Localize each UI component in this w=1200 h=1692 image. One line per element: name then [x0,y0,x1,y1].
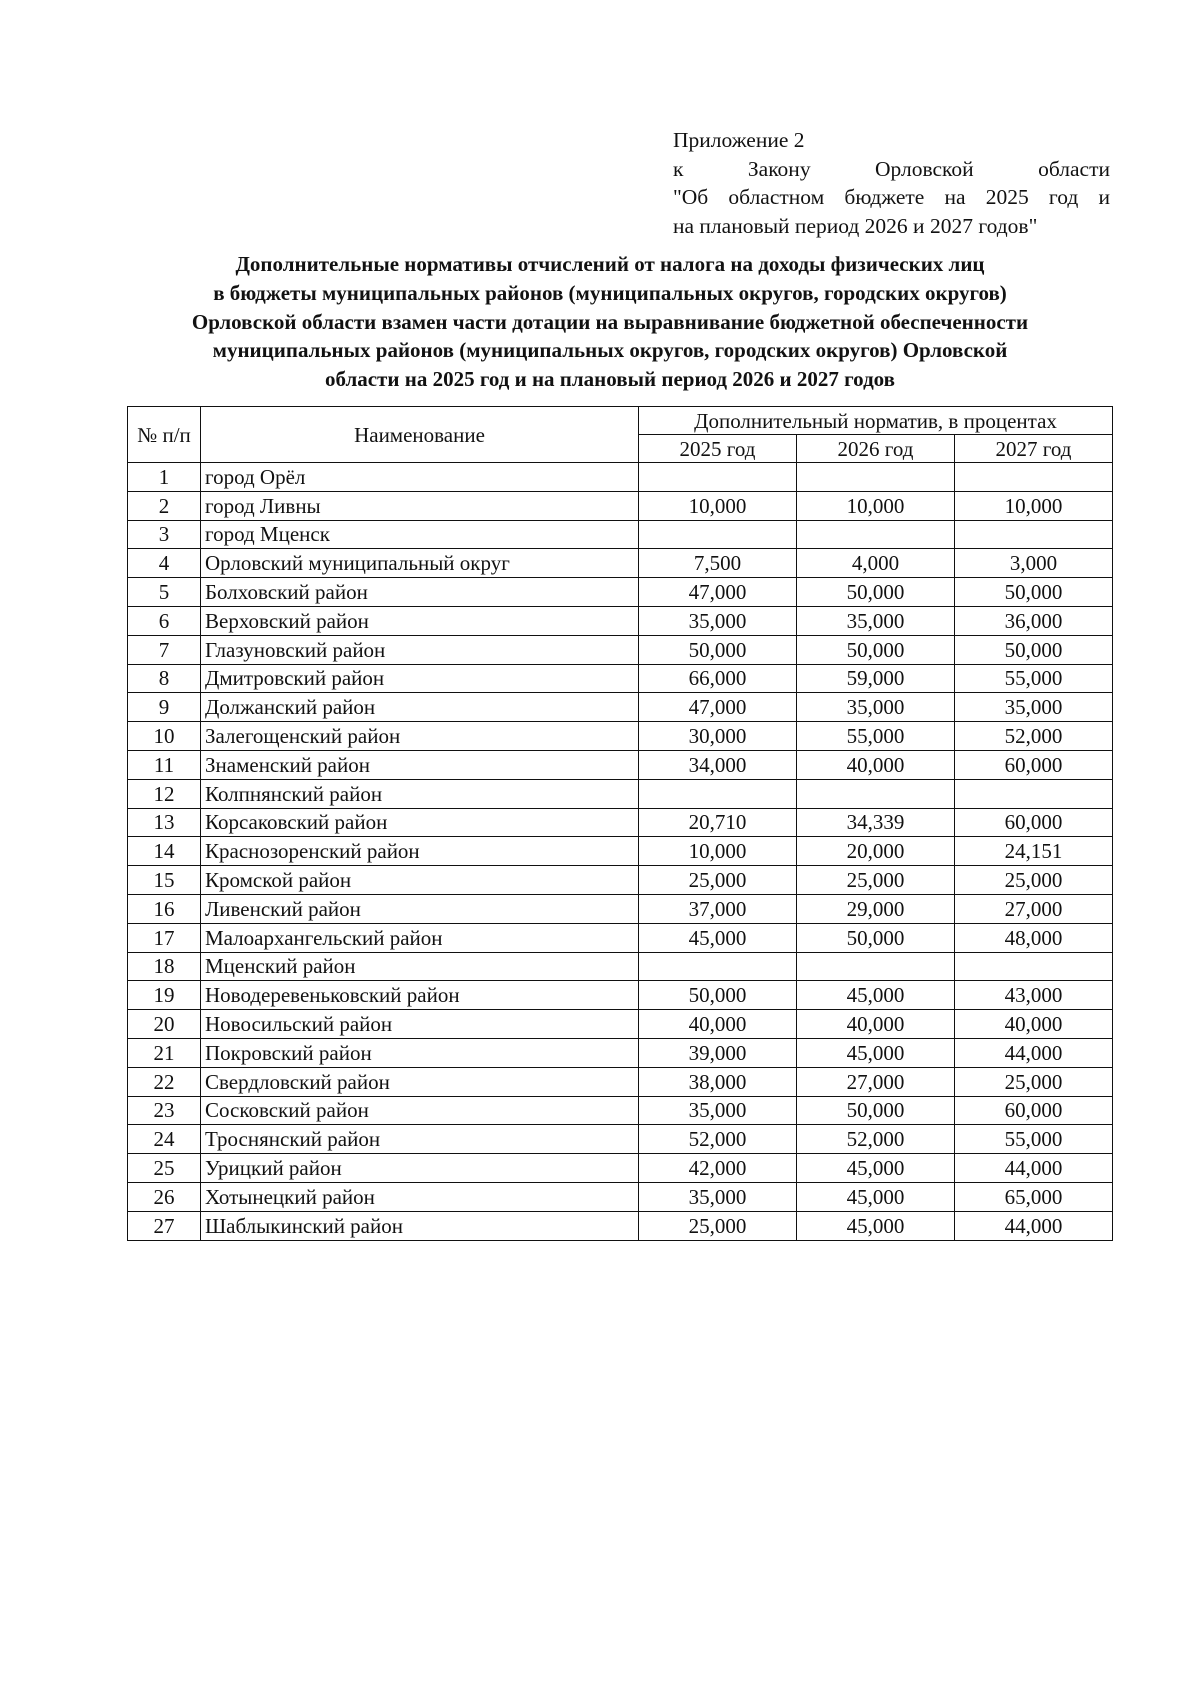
row-name: Залегощенский район [201,722,639,751]
value-2026 [797,520,955,549]
row-number: 12 [128,779,201,808]
table-row [128,606,1113,635]
appendix-title: Приложение 2 [673,128,805,152]
appendix-word: к [673,156,684,181]
appendix-word: Закону [747,156,811,181]
row-number: 24 [128,1125,201,1154]
document-heading [110,250,1110,394]
row-name: Дмитровский район [201,664,639,693]
value-2025: 40,000 [639,1010,797,1039]
value-2026: 52,000 [797,1125,955,1154]
value-2027 [955,952,1113,981]
header-name: Наименование [201,407,639,463]
row-name: Кромской район [201,866,639,895]
table-row [128,779,1113,808]
row-name: город Ливны [201,491,639,520]
row-number: 4 [128,549,201,578]
row-name: город Мценск [201,520,639,549]
row-name: Ливенский район [201,894,639,923]
table-row [128,463,1113,492]
value-2027: 40,000 [955,1010,1113,1039]
row-number: 19 [128,981,201,1010]
appendix-block [673,126,1110,240]
appendix-word: бюджете [844,185,925,209]
value-2027: 60,000 [955,808,1113,837]
row-number: 27 [128,1211,201,1240]
value-2026: 45,000 [797,981,955,1010]
value-2025: 7,500 [639,549,797,578]
value-2027: 60,000 [955,1096,1113,1125]
table-row [128,1211,1113,1240]
row-number: 20 [128,1010,201,1039]
value-2025: 37,000 [639,894,797,923]
table-row [128,750,1113,779]
table-row [128,635,1113,664]
heading-line: области на 2025 год и на плановый период 2026 и 2027 годов [324,367,896,392]
value-2027: 36,000 [955,606,1113,635]
appendix-law-name-line [673,183,1110,212]
row-name: Сосковский район [201,1096,639,1125]
value-2025: 50,000 [639,981,797,1010]
value-2027: 55,000 [955,664,1113,693]
header-year-2027: 2027 год [955,435,1113,463]
table-row [128,894,1113,923]
row-number: 18 [128,952,201,981]
table-row [128,981,1113,1010]
row-number: 23 [128,1096,201,1125]
value-2026: 45,000 [797,1182,955,1211]
row-name: Покровский район [201,1038,639,1067]
row-number: 3 [128,520,201,549]
value-2026: 45,000 [797,1154,955,1183]
value-2027: 25,000 [955,1067,1113,1096]
row-number: 5 [128,578,201,607]
value-2026: 25,000 [797,866,955,895]
value-2026: 55,000 [797,722,955,751]
row-name: Шаблыкинский район [201,1211,639,1240]
row-number: 22 [128,1067,201,1096]
value-2026: 59,000 [797,664,955,693]
value-2026 [797,952,955,981]
value-2025: 45,000 [639,923,797,952]
value-2027: 43,000 [955,981,1113,1010]
value-2027: 3,000 [955,549,1113,578]
row-number: 21 [128,1038,201,1067]
value-2026 [797,463,955,492]
table-row [128,520,1113,549]
value-2025: 35,000 [639,606,797,635]
table-row [128,722,1113,751]
row-name: Новодеревеньковский район [201,981,639,1010]
value-2025: 66,000 [639,664,797,693]
value-2027: 48,000 [955,923,1113,952]
value-2026: 40,000 [797,1010,955,1039]
value-2025: 47,000 [639,693,797,722]
row-name: Колпнянский район [201,779,639,808]
appendix-word: на [944,185,966,209]
header-year-2025: 2025 год [639,435,797,463]
appendix-law-line [673,155,1110,184]
row-name: Свердловский район [201,1067,639,1096]
appendix-word: и [1098,185,1110,209]
row-name: Болховский район [201,578,639,607]
value-2025: 47,000 [639,578,797,607]
value-2025: 50,000 [639,635,797,664]
heading-line: муниципальных районов (муниципальных округов, городских округов) Орловской [212,338,1008,363]
value-2025 [639,463,797,492]
row-name: Урицкий район [201,1154,639,1183]
value-2025: 42,000 [639,1154,797,1183]
row-name: Корсаковский район [201,808,639,837]
table-row [128,1125,1113,1154]
value-2025: 35,000 [639,1096,797,1125]
appendix-word: области [1038,156,1110,181]
appendix-word: областном [728,185,825,209]
appendix-word: год [1048,185,1079,209]
table-row [128,1067,1113,1096]
value-2026: 45,000 [797,1038,955,1067]
table-row [128,952,1113,981]
value-2025 [639,520,797,549]
table-row [128,1038,1113,1067]
value-2026: 4,000 [797,549,955,578]
row-number: 1 [128,463,201,492]
value-2027: 25,000 [955,866,1113,895]
value-2027: 55,000 [955,1125,1113,1154]
heading-line: Орловской области взамен части дотации на выравнивание бюджетной обеспеченности [191,309,1029,334]
table-row [128,837,1113,866]
row-number: 9 [128,693,201,722]
row-name: Малоархангельский район [201,923,639,952]
value-2025: 10,000 [639,491,797,520]
value-2027 [955,520,1113,549]
row-number: 17 [128,923,201,952]
value-2026: 27,000 [797,1067,955,1096]
row-number: 10 [128,722,201,751]
table-row [128,808,1113,837]
value-2026: 50,000 [797,1096,955,1125]
value-2026: 10,000 [797,491,955,520]
row-name: Новосильский район [201,1010,639,1039]
value-2026: 35,000 [797,606,955,635]
value-2027: 50,000 [955,635,1113,664]
row-name: Должанский район [201,693,639,722]
value-2026: 29,000 [797,894,955,923]
value-2025: 39,000 [639,1038,797,1067]
value-2025 [639,779,797,808]
row-name: город Орёл [201,463,639,492]
value-2026: 50,000 [797,923,955,952]
value-2025: 52,000 [639,1125,797,1154]
value-2027: 35,000 [955,693,1113,722]
value-2025: 25,000 [639,866,797,895]
row-number: 11 [128,750,201,779]
row-name: Троснянский район [201,1125,639,1154]
value-2027: 52,000 [955,722,1113,751]
value-2027: 50,000 [955,578,1113,607]
value-2025: 38,000 [639,1067,797,1096]
value-2027: 44,000 [955,1154,1113,1183]
row-number: 2 [128,491,201,520]
value-2026: 35,000 [797,693,955,722]
appendix-period-line: на плановый период 2026 и 2027 годов" [673,213,1038,238]
appendix-word: "Об [673,185,709,209]
value-2027: 24,151 [955,837,1113,866]
value-2027: 27,000 [955,894,1113,923]
table-row [128,1182,1113,1211]
row-name: Хотынецкий район [201,1182,639,1211]
row-number: 13 [128,808,201,837]
table-row [128,923,1113,952]
row-name: Орловский муниципальный округ [201,549,639,578]
value-2025: 30,000 [639,722,797,751]
value-2027: 60,000 [955,750,1113,779]
appendix-word: Орловской [875,156,974,181]
heading-line: в бюджеты муниципальных районов (муниципальных округов, городских округов) [213,280,1007,305]
row-number: 26 [128,1182,201,1211]
row-name: Глазуновский район [201,635,639,664]
row-number: 16 [128,894,201,923]
value-2027: 10,000 [955,491,1113,520]
value-2026: 40,000 [797,750,955,779]
value-2027: 65,000 [955,1182,1113,1211]
row-name: Мценский район [201,952,639,981]
row-name: Краснозоренский район [201,837,639,866]
table-row [128,866,1113,895]
value-2026: 50,000 [797,635,955,664]
value-2027: 44,000 [955,1038,1113,1067]
row-number: 14 [128,837,201,866]
table-row [128,1010,1113,1039]
row-number: 25 [128,1154,201,1183]
table-row [128,693,1113,722]
value-2025: 25,000 [639,1211,797,1240]
row-number: 15 [128,866,201,895]
table-row [128,549,1113,578]
value-2026: 34,339 [797,808,955,837]
table-row [128,578,1113,607]
value-2025: 35,000 [639,1182,797,1211]
row-number: 8 [128,664,201,693]
table-row [128,664,1113,693]
value-2027 [955,779,1113,808]
value-2025: 20,710 [639,808,797,837]
header-group: Дополнительный норматив, в процентах [639,407,1113,435]
header-num: № п/п [128,407,201,463]
value-2025: 34,000 [639,750,797,779]
heading-line: Дополнительные нормативы отчислений от налога на доходы физических лиц [235,252,985,276]
table-row [128,1096,1113,1125]
row-name: Знаменский район [201,750,639,779]
value-2026: 50,000 [797,578,955,607]
header-year-2026: 2026 год [797,435,955,463]
appendix-word: 2025 [985,185,1029,209]
norms-table [127,406,1113,1241]
value-2026: 45,000 [797,1211,955,1240]
value-2025 [639,952,797,981]
value-2027 [955,463,1113,492]
row-number: 7 [128,635,201,664]
value-2026 [797,779,955,808]
value-2026: 20,000 [797,837,955,866]
value-2027: 44,000 [955,1211,1113,1240]
table-header-row [128,407,1113,435]
row-number: 6 [128,606,201,635]
value-2025: 10,000 [639,837,797,866]
table-row [128,1154,1113,1183]
row-name: Верховский район [201,606,639,635]
table-row [128,491,1113,520]
